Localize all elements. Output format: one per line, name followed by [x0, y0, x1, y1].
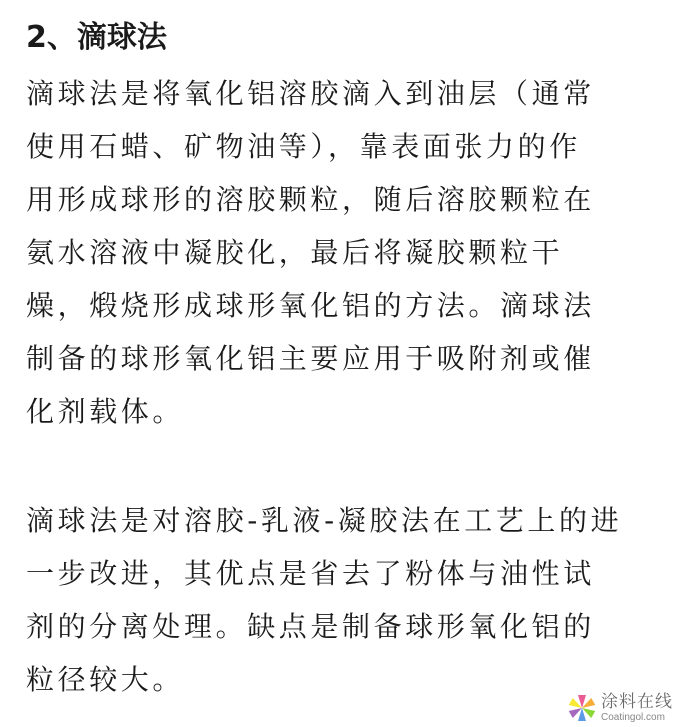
pinwheel-logo-icon: [567, 693, 597, 723]
paragraph-line: 粒径较大。: [26, 663, 185, 696]
watermark-subtitle: Coatingol.com: [601, 712, 665, 723]
paragraph-line: 一步改进，其优点是省去了粉体与油性试: [26, 557, 595, 590]
paragraph-line: 滴球法是将氧化铝溶胶滴入到油层（通常: [26, 77, 595, 110]
paragraph-1: [26, 67, 666, 438]
paragraph-line: 用形成球形的溶胶颗粒，随后溶胶颗粒在: [26, 183, 595, 216]
paragraph-2: [26, 494, 666, 706]
paragraph-line: 滴球法是对溶胶-乳液-凝胶法在工艺上的进: [26, 504, 623, 537]
paragraph-line: 燥，煅烧形成球形氧化铝的方法。滴球法: [26, 289, 595, 322]
section-heading: 2、滴球法: [26, 20, 167, 55]
site-watermark: [567, 693, 673, 723]
paragraph-line: 剂的分离处理。缺点是制备球形氧化铝的: [26, 610, 595, 643]
watermark-title: 涂料在线: [601, 692, 673, 712]
paragraph-line: 使用石蜡、矿物油等），靠表面张力的作: [26, 130, 581, 163]
paragraph-line: 氨水溶液中凝胶化，最后将凝胶颗粒干: [26, 236, 564, 269]
paragraph-line: 制备的球形氧化铝主要应用于吸附剂或催: [26, 342, 595, 375]
paragraph-line: 化剂载体。: [26, 395, 185, 428]
